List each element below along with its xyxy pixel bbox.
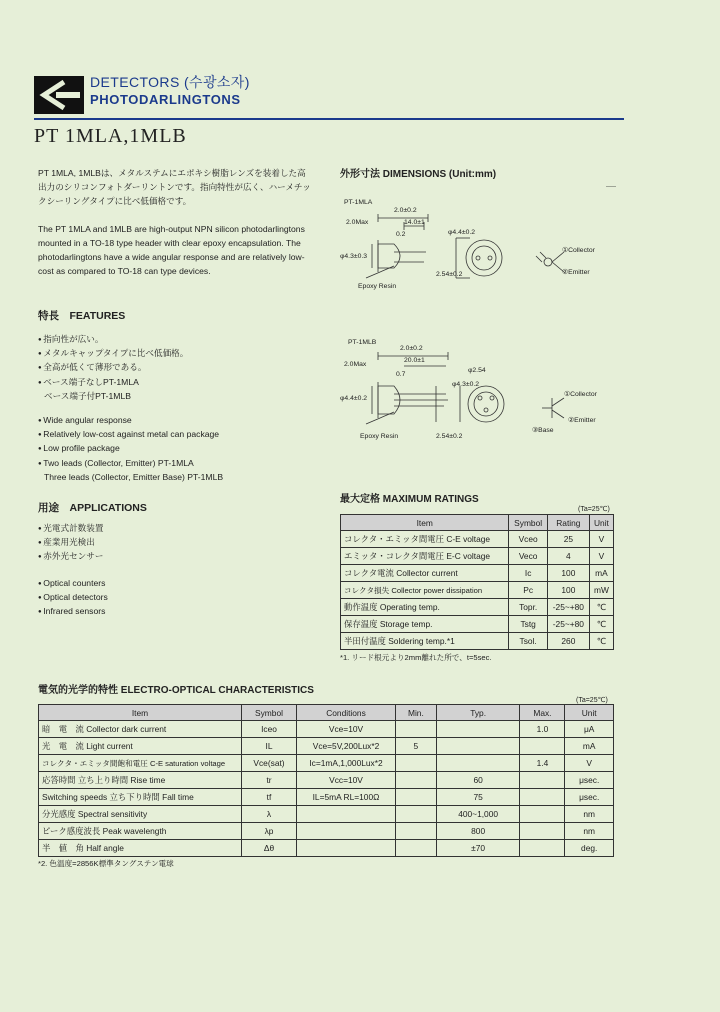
table-row	[39, 738, 614, 755]
cell-symbol: Δθ	[242, 840, 297, 857]
feature-jp-item: ● ベース端子なしPT-1MLA	[38, 376, 188, 390]
feature-en-item: ● Relatively low-cost against metal can package	[38, 428, 223, 442]
cell-conditions: IL=5mA RL=100Ω	[297, 789, 396, 806]
cell-item: Switching speeds 立ち下り時間 Fall time	[39, 789, 242, 806]
cell-rating: 25	[547, 531, 589, 548]
features-heading: 特長 FEATURES	[38, 310, 126, 322]
table-row	[341, 582, 614, 599]
table-row	[341, 565, 614, 582]
col-symbol: Symbol	[509, 515, 547, 531]
cell-typ	[436, 738, 520, 755]
cell-item: 保存温度 Storage temp.	[341, 616, 509, 633]
cell-item: 光 電 流 Light current	[39, 738, 242, 755]
col-typ: Typ.	[436, 705, 520, 721]
cell-symbol: Tstg	[509, 616, 547, 633]
cell-max: 1.0	[520, 721, 565, 738]
eo-ta: (Ta=25℃)	[576, 697, 608, 704]
max-ratings-table	[340, 514, 614, 650]
cell-unit: V	[565, 755, 614, 772]
cell-item: コレクタ電流 Collector current	[341, 565, 509, 582]
cell-unit: nm	[565, 806, 614, 823]
cell-max: 1.4	[520, 755, 565, 772]
table-row	[39, 823, 614, 840]
dim-a-bottom: φ4.4±0.2	[448, 229, 476, 236]
table-row	[39, 755, 614, 772]
cell-typ	[436, 755, 520, 772]
cell-symbol: λp	[242, 823, 297, 840]
cell-min	[396, 721, 437, 738]
col-conditions: Conditions	[297, 705, 396, 721]
cell-unit: nm	[565, 823, 614, 840]
cell-unit: mW	[589, 582, 613, 599]
dimensions-drawing	[336, 186, 620, 468]
pin-b-emitter: ②Emitter	[568, 417, 596, 424]
cell-typ: 800	[436, 823, 520, 840]
dim-a-width: 2.0±0.2	[394, 207, 417, 214]
pin-a-collector: ①Collector	[562, 247, 595, 254]
applications-en-list	[38, 577, 108, 620]
dim-b-bottom: φ4.3±0.2	[452, 381, 480, 388]
col-symbol: Symbol	[242, 705, 297, 721]
dim-a-length: 14.0±1	[404, 219, 425, 226]
eo-heading: 電気的光学的特性 ELECTRO-OPTICAL CHARACTERISTICS	[38, 685, 314, 696]
dim-a-pitch: 2.54±0.2	[436, 271, 463, 278]
pin-b-collector: ①Collector	[564, 391, 597, 398]
feature-jp-item: ● 指向性が広い。	[38, 333, 188, 347]
cell-rating: 100	[547, 565, 589, 582]
cell-typ: 400~1,000	[436, 806, 520, 823]
table-row	[39, 789, 614, 806]
feature-en-item: ● Two leads (Collector, Emitter) PT-1MLA	[38, 457, 223, 471]
cell-unit: μsec.	[565, 772, 614, 789]
table-row	[39, 772, 614, 789]
category-subtitle: PHOTODARLINGTONS	[90, 92, 241, 107]
cell-min	[396, 772, 437, 789]
features-en-list	[38, 414, 223, 485]
cell-item: コレクタ・エミッタ間飽和電圧 C-E saturation voltage	[39, 755, 242, 772]
dimensions-heading: 外形寸法 DIMENSIONS (Unit:mm)	[340, 169, 497, 180]
col-min: Min.	[396, 705, 437, 721]
col-rating: Rating	[547, 515, 589, 531]
cell-symbol: λ	[242, 806, 297, 823]
cell-symbol: IL	[242, 738, 297, 755]
cell-max	[520, 823, 565, 840]
cell-item: 動作温度 Operating temp.	[341, 599, 509, 616]
dim-a-max: 2.0Max	[346, 219, 369, 226]
max-ratings-heading: 最大定格 MAXIMUM RATINGS	[340, 494, 479, 505]
applications-jp-list	[38, 522, 103, 565]
label-pt-1mlb: PT-1MLB	[348, 339, 377, 346]
intro-english: The PT 1MLA and 1MLB are high-output NPN silicon photodarlingtons mounted in a TO-18 type header with clear epoxy encapsulation. The photodarlingtons have a wide angular response and are relatively low-cost as compared to TO-18 can type devices.	[38, 224, 305, 276]
application-en-item: ● Infrared sensors	[38, 605, 108, 619]
eo-table	[38, 704, 614, 857]
cell-rating: -25~+80	[547, 599, 589, 616]
cell-unit: V	[589, 548, 613, 565]
max-ratings-note: *1. リード根元より2mm離れた所で、t=5sec.	[340, 653, 492, 662]
dim-a-lead: 0.2	[396, 231, 406, 238]
cell-max	[520, 840, 565, 857]
cell-min	[396, 806, 437, 823]
cell-conditions: Vce=5V,200Lux*2	[297, 738, 396, 755]
cell-conditions: Vce=10V	[297, 721, 396, 738]
cell-item: エミッタ・コレクタ間電圧 E-C voltage	[341, 548, 509, 565]
feature-jp-item: ● 全高が低くて薄形である。	[38, 361, 188, 375]
cell-unit: ℃	[589, 599, 613, 616]
application-jp-item: ● 赤外光センサー	[38, 550, 103, 564]
cell-symbol: Tsol.	[509, 633, 547, 650]
cell-rating: -25~+80	[547, 616, 589, 633]
application-en-item: ● Optical counters	[38, 577, 108, 591]
cell-unit: V	[589, 531, 613, 548]
cell-unit: mA	[565, 738, 614, 755]
applications-heading: 用途 APPLICATIONS	[38, 502, 147, 514]
cell-rating: 4	[547, 548, 589, 565]
cell-item: 暗 電 流 Collector dark current	[39, 721, 242, 738]
features-jp-list	[38, 333, 188, 404]
cell-typ: ±70	[436, 840, 520, 857]
pin-b-base: ③Base	[532, 427, 554, 434]
cell-min	[396, 755, 437, 772]
dim-b-lead: 0.7	[396, 371, 406, 378]
table-row	[341, 548, 614, 565]
header-rule	[34, 118, 624, 120]
cell-item: 分光感度 Spectral sensitivity	[39, 806, 242, 823]
dim-b-max: 2.0Max	[344, 361, 367, 368]
cell-unit: ℃	[589, 616, 613, 633]
label-pt-1mla: PT-1MLA	[344, 199, 373, 206]
cell-max	[520, 738, 565, 755]
col-unit: Unit	[589, 515, 613, 531]
table-row	[341, 531, 614, 548]
cell-conditions: Vcc=10V	[297, 772, 396, 789]
cell-rating: 100	[547, 582, 589, 599]
cell-item: 応答時間 立ち上り時間 Rise time	[39, 772, 242, 789]
max-ratings-ta: (Ta=25℃)	[578, 506, 610, 513]
col-item: Item	[341, 515, 509, 531]
feature-en-item: ● Wide angular response	[38, 414, 223, 428]
feature-jp-item: ベース端子付PT-1MLB	[44, 390, 131, 401]
application-en-item: ● Optical detectors	[38, 591, 108, 605]
feature-en-item: ● Low profile package	[38, 442, 223, 456]
cell-conditions	[297, 806, 396, 823]
cell-min	[396, 789, 437, 806]
category-title: DETECTORS (수광소자)	[90, 74, 250, 90]
table-row	[39, 806, 614, 823]
cell-item: コレクタ損失 Collector power dissipation	[341, 582, 509, 599]
cell-item: 半 値 角 Half angle	[39, 840, 242, 857]
company-logo	[34, 76, 84, 114]
feature-en-item: Three leads (Collector, Emitter Base) PT-1MLB	[44, 471, 224, 482]
cell-min	[396, 823, 437, 840]
cell-max	[520, 772, 565, 789]
cell-conditions: Ic=1mA,1,000Lux*2	[297, 755, 396, 772]
cell-symbol: tf	[242, 789, 297, 806]
cell-max	[520, 806, 565, 823]
cell-item: ピーク感度波長 Peak wavelength	[39, 823, 242, 840]
table-header-row	[341, 515, 614, 531]
cell-typ	[436, 721, 520, 738]
cell-symbol: Ic	[509, 565, 547, 582]
cell-rating: 260	[547, 633, 589, 650]
table-header-row	[39, 705, 614, 721]
intro-japanese: PT 1MLA, 1MLBは、メタルステムにエポキシ樹脂レンズを装着した高出力のシリコンフォトダーリントンです。指向特性が広く、ハーメチックシーリングタイプに比べ低価格です。	[38, 168, 311, 206]
cell-unit: μsec.	[565, 789, 614, 806]
table-row	[341, 633, 614, 650]
table-row	[39, 840, 614, 857]
dim-b-pitch: 2.54±0.2	[436, 433, 463, 440]
cell-symbol: Vce(sat)	[242, 755, 297, 772]
cell-symbol: Veco	[509, 548, 547, 565]
cell-typ: 75	[436, 789, 520, 806]
cell-unit: ℃	[589, 633, 613, 650]
cell-conditions	[297, 840, 396, 857]
cell-conditions	[297, 823, 396, 840]
cell-min	[396, 840, 437, 857]
table-row	[39, 721, 614, 738]
application-jp-item: ● 光電式計数装置	[38, 522, 103, 536]
dim-b-diameter: φ4.4±0.2	[340, 395, 368, 402]
epoxy-label-b: Epoxy Resin	[360, 433, 399, 440]
cell-unit: μA	[565, 721, 614, 738]
col-item: Item	[39, 705, 242, 721]
cell-max	[520, 789, 565, 806]
table-row	[341, 616, 614, 633]
cell-symbol: Vceo	[509, 531, 547, 548]
cell-symbol: Topr.	[509, 599, 547, 616]
cell-item: コレクタ・エミッタ間電圧 C-E voltage	[341, 531, 509, 548]
epoxy-label-a: Epoxy Resin	[358, 283, 397, 290]
cell-symbol: Pc	[509, 582, 547, 599]
application-jp-item: ● 産業用光検出	[38, 536, 103, 550]
cell-typ: 60	[436, 772, 520, 789]
col-unit: Unit	[565, 705, 614, 721]
table-row	[341, 599, 614, 616]
cell-symbol: Iceo	[242, 721, 297, 738]
dim-b-pin-circle: φ2.54	[468, 367, 486, 374]
cell-min: 5	[396, 738, 437, 755]
eo-note: *2. 色温度=2856K標準タングステン電球	[38, 859, 174, 868]
part-title: PT 1MLA,1MLB	[34, 125, 187, 147]
cell-symbol: tr	[242, 772, 297, 789]
feature-jp-item: ● メタルキャップタイプに比べ低価格。	[38, 347, 188, 361]
pin-a-emitter: ②Emitter	[562, 269, 590, 276]
cell-item: 半田付温度 Soldering temp.*1	[341, 633, 509, 650]
col-max: Max.	[520, 705, 565, 721]
cell-unit: deg.	[565, 840, 614, 857]
dim-b-length: 20.0±1	[404, 357, 425, 364]
cell-unit: mA	[589, 565, 613, 582]
dim-a-diameter: φ4.3±0.3	[340, 253, 368, 260]
dim-b-width: 2.0±0.2	[400, 345, 423, 352]
